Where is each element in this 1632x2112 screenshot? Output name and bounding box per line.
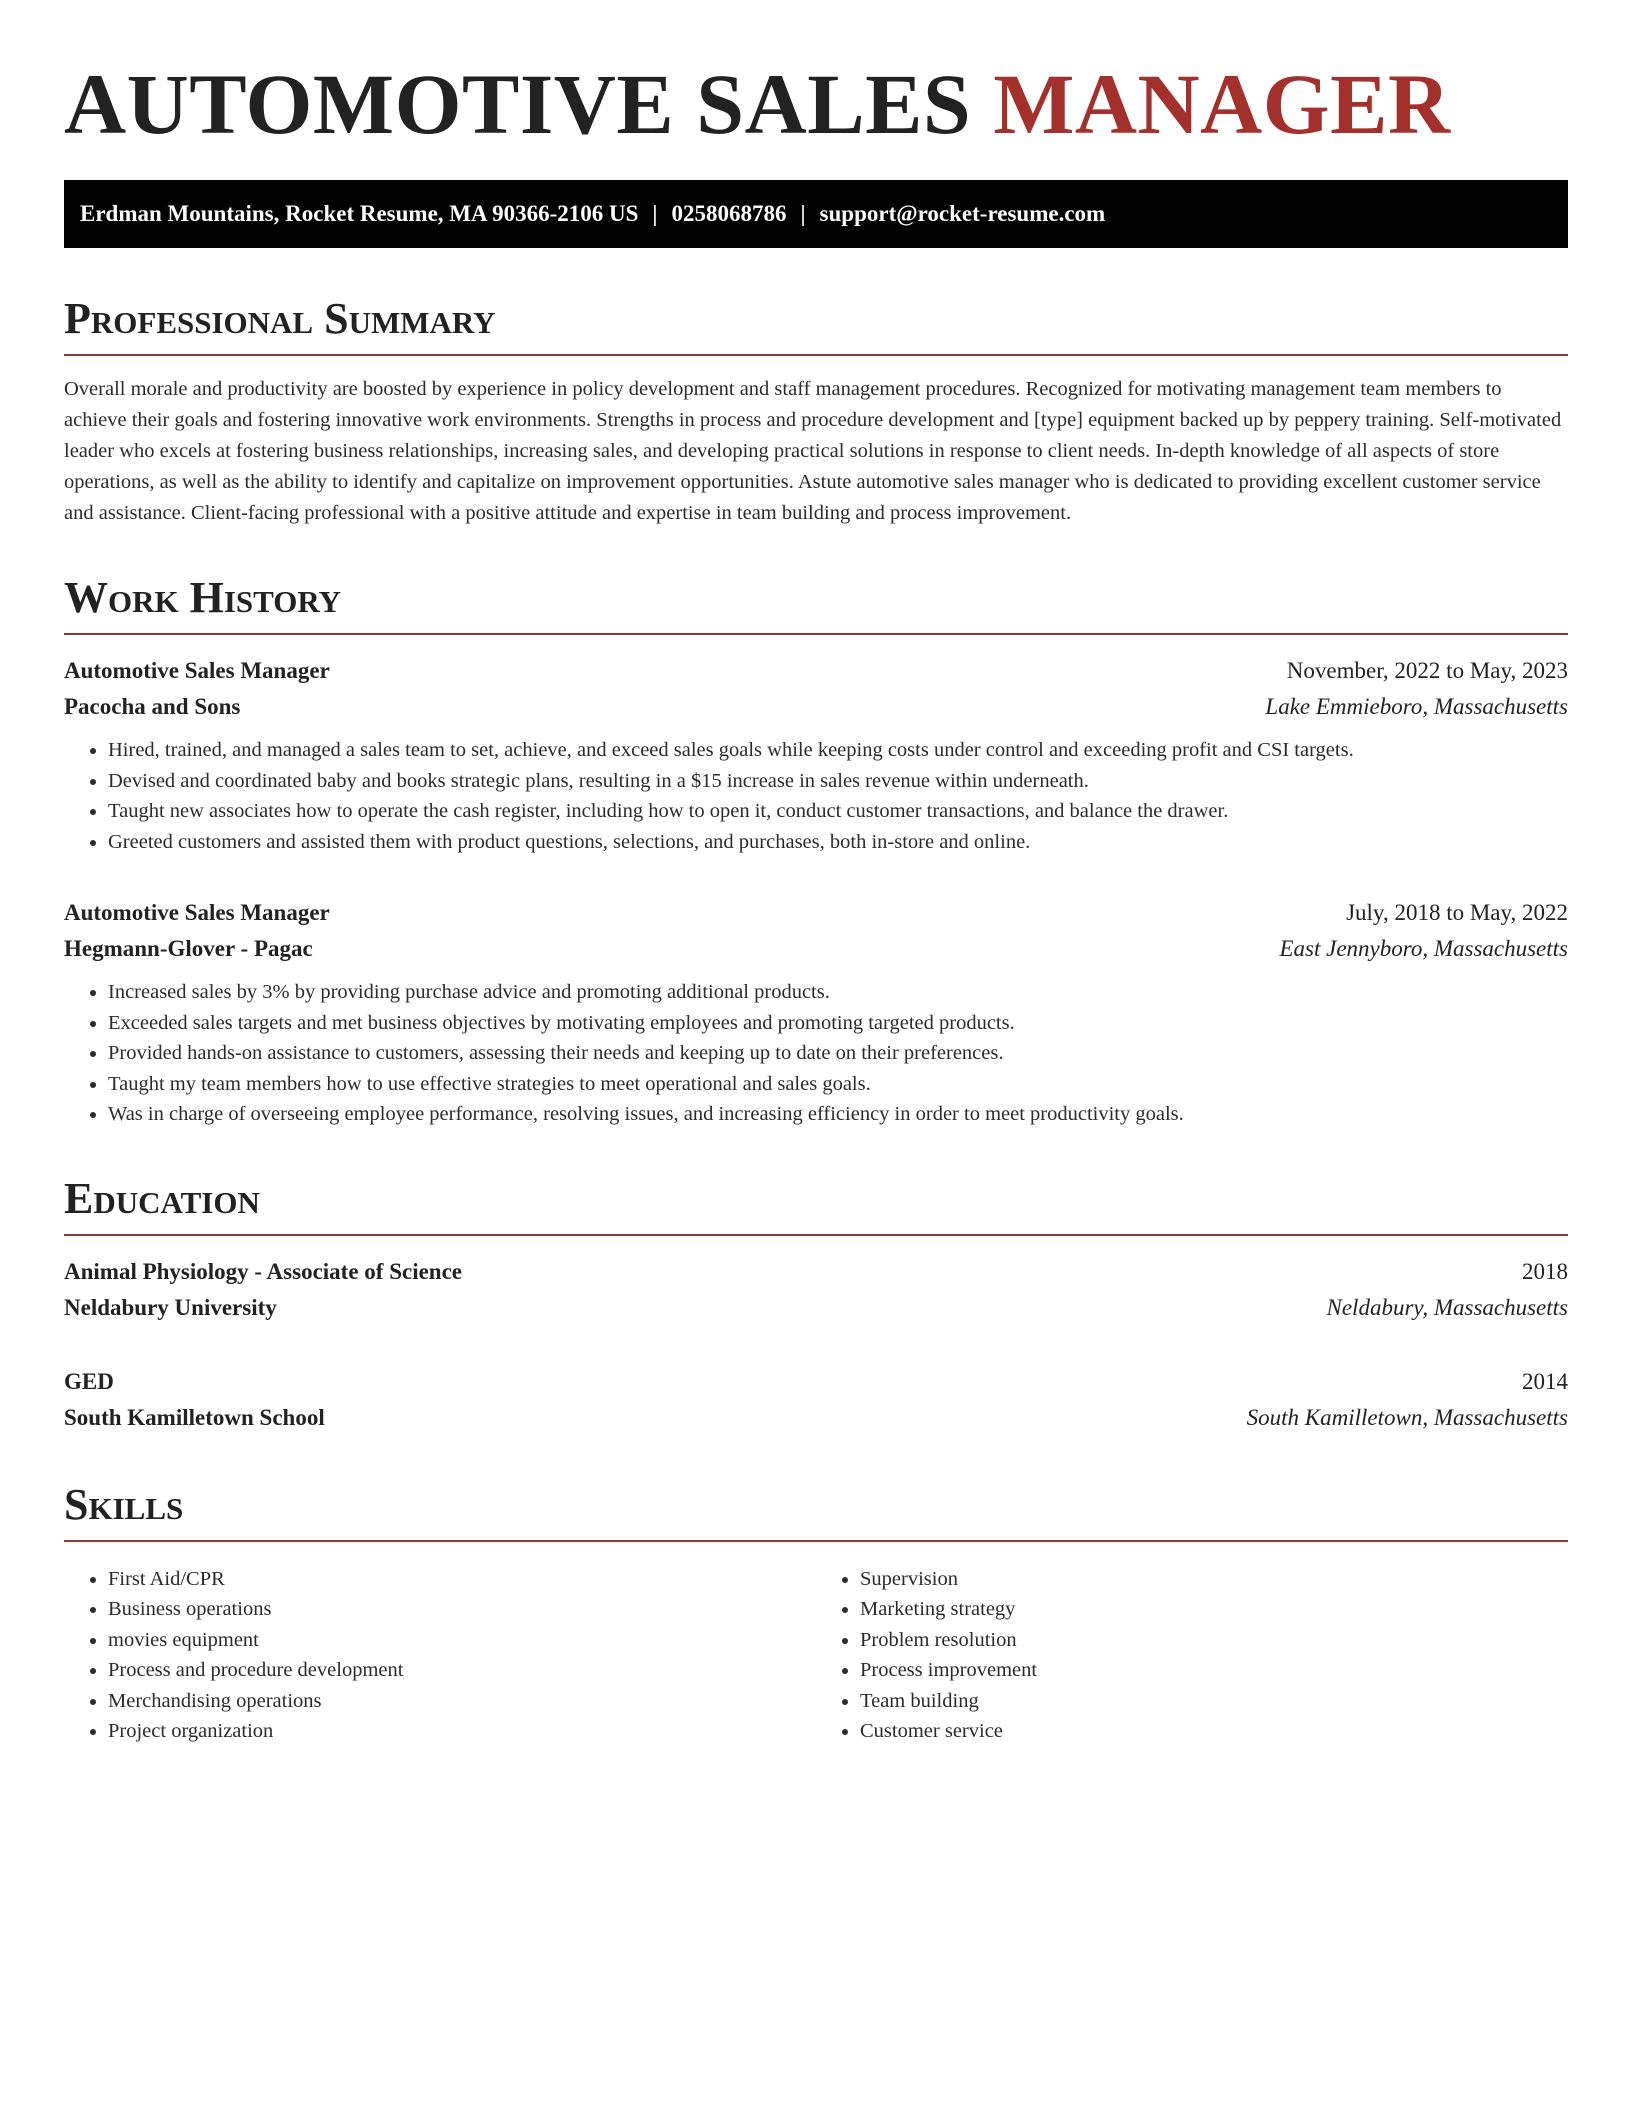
job-header-row xyxy=(64,895,1568,931)
job-entry xyxy=(64,653,1568,857)
skill-item: • Process improvement xyxy=(860,1655,1568,1686)
contact-phone: 0258068786 xyxy=(671,201,787,226)
list-item: • Greeted customers and assisted them with product questions, selections, and purchases, both in-store and online. xyxy=(108,827,1568,858)
education-degree: Animal Physiology - Associate of Science xyxy=(64,1258,462,1284)
education-degree-row xyxy=(64,1254,1568,1290)
education-entry xyxy=(64,1254,1568,1326)
skill-item: • Marketing strategy xyxy=(860,1594,1568,1625)
list-item: • Devised and coordinated baby and books strategic plans, resulting in a $15 increase in sales revenue within underneath. xyxy=(108,766,1568,797)
job-header-row xyxy=(64,653,1568,689)
title-accent: MANAGER xyxy=(993,56,1451,152)
skills-columns xyxy=(64,1564,1568,1747)
section-heading-education: Education xyxy=(64,1173,260,1223)
section-heading-summary: Professional Summary xyxy=(64,294,496,343)
list-item: • Hired, trained, and managed a sales team to set, achieve, and exceed sales goals while keeping costs under control and exceeding profit and CSI targets. xyxy=(108,735,1568,766)
section-divider xyxy=(64,354,1568,356)
skill-item: • First Aid/CPR xyxy=(108,1564,816,1595)
education-degree: GED xyxy=(64,1368,114,1394)
skill-item: • Merchandising operations xyxy=(108,1686,816,1717)
job-bullets xyxy=(64,735,1568,857)
contact-address: Erdman Mountains, Rocket Resume, MA 90366-2106 US xyxy=(80,201,639,226)
section-heading-skills: Skills xyxy=(64,1479,184,1529)
job-dates: November, 2022 to May, 2023 xyxy=(1286,658,1568,683)
summary-text: Overall morale and productivity are boosted by experience in policy development and staff management procedures. Recognized for motivating management team members to achieve their goals and fostering innovative work environments. Strengths in process and procedure development and [type] equipment backed up by peppery training. Self-motivated leader who excels at fostering business relationships, increasing sales, and developing practical solutions in response to client needs. In-depth knowledge of all aspects of store operations, as well as the ability to identify and capitalize on improvement opportunities. Astute automotive sales manager who is dedicated to providing excellent customer service and assistance. Client-facing professional with a positive attitude and expertise in team building and process improvement. xyxy=(64,378,1562,524)
list-item: • Taught new associates how to operate the cash register, including how to open it, conduct customer transactions, and balance the drawer. xyxy=(108,796,1568,827)
education-year: 2018 xyxy=(1522,1258,1568,1284)
contact-email: support@rocket-resume.com xyxy=(819,201,1106,226)
job-title: Automotive Sales Manager xyxy=(64,900,330,925)
section-divider xyxy=(64,1540,1568,1542)
contact-bar xyxy=(64,180,1568,248)
job-bullets xyxy=(64,977,1568,1130)
education-year: 2014 xyxy=(1522,1368,1568,1394)
skill-item: • Business operations xyxy=(108,1594,816,1625)
skill-item: • Supervision xyxy=(860,1564,1568,1595)
list-item: • Exceeded sales targets and met business objectives by motivating employees and promoting targeted products. xyxy=(108,1008,1568,1039)
job-company-row xyxy=(64,931,1568,967)
section-heading-work-history: Work History xyxy=(64,573,342,622)
job-location: Lake Emmieboro, Massachusetts xyxy=(1265,694,1568,719)
skills-list-left xyxy=(64,1564,816,1747)
list-item: • Taught my team members how to use effective strategies to meet operational and sales goals. xyxy=(108,1069,1568,1100)
job-company-row xyxy=(64,689,1568,725)
education-degree-row xyxy=(64,1364,1568,1400)
education-location: Neldabury, Massachusetts xyxy=(1326,1294,1568,1320)
education-school-row xyxy=(64,1290,1568,1326)
title-main: AUTOMOTIVE SALES xyxy=(64,56,994,152)
skill-item: • Problem resolution xyxy=(860,1625,1568,1656)
job-title: Automotive Sales Manager xyxy=(64,658,330,683)
section-divider xyxy=(64,633,1568,635)
skills-list-right xyxy=(816,1564,1568,1747)
skill-item: • movies equipment xyxy=(108,1625,816,1656)
education-entry xyxy=(64,1364,1568,1436)
skill-item: • Team building xyxy=(860,1686,1568,1717)
job-entry xyxy=(64,895,1568,1130)
education-school: South Kamilletown School xyxy=(64,1404,325,1430)
education-location: South Kamilletown, Massachusetts xyxy=(1246,1404,1568,1430)
education-school: Neldabury University xyxy=(64,1294,277,1320)
contact-separator: | xyxy=(800,201,806,226)
education-school-row xyxy=(64,1400,1568,1436)
list-item: • Increased sales by 3% by providing purchase advice and promoting additional products. xyxy=(108,977,1568,1008)
job-location: East Jennyboro, Massachusetts xyxy=(1279,936,1568,961)
job-dates: July, 2018 to May, 2022 xyxy=(1346,900,1568,925)
job-company: Pacocha and Sons xyxy=(64,694,241,719)
list-item: • Provided hands-on assistance to customers, assessing their needs and keeping up to date on their preferences. xyxy=(108,1038,1568,1069)
contact-separator: | xyxy=(652,201,658,226)
skill-item: • Customer service xyxy=(860,1716,1568,1747)
resume-title xyxy=(64,58,1568,150)
skill-item: • Project organization xyxy=(108,1716,816,1747)
skill-item: • Process and procedure development xyxy=(108,1655,816,1686)
list-item: • Was in charge of overseeing employee performance, resolving issues, and increasing efficiency in order to meet productivity goals. xyxy=(108,1099,1568,1130)
job-company: Hegmann-Glover - Pagac xyxy=(64,936,313,961)
section-divider xyxy=(64,1234,1568,1236)
